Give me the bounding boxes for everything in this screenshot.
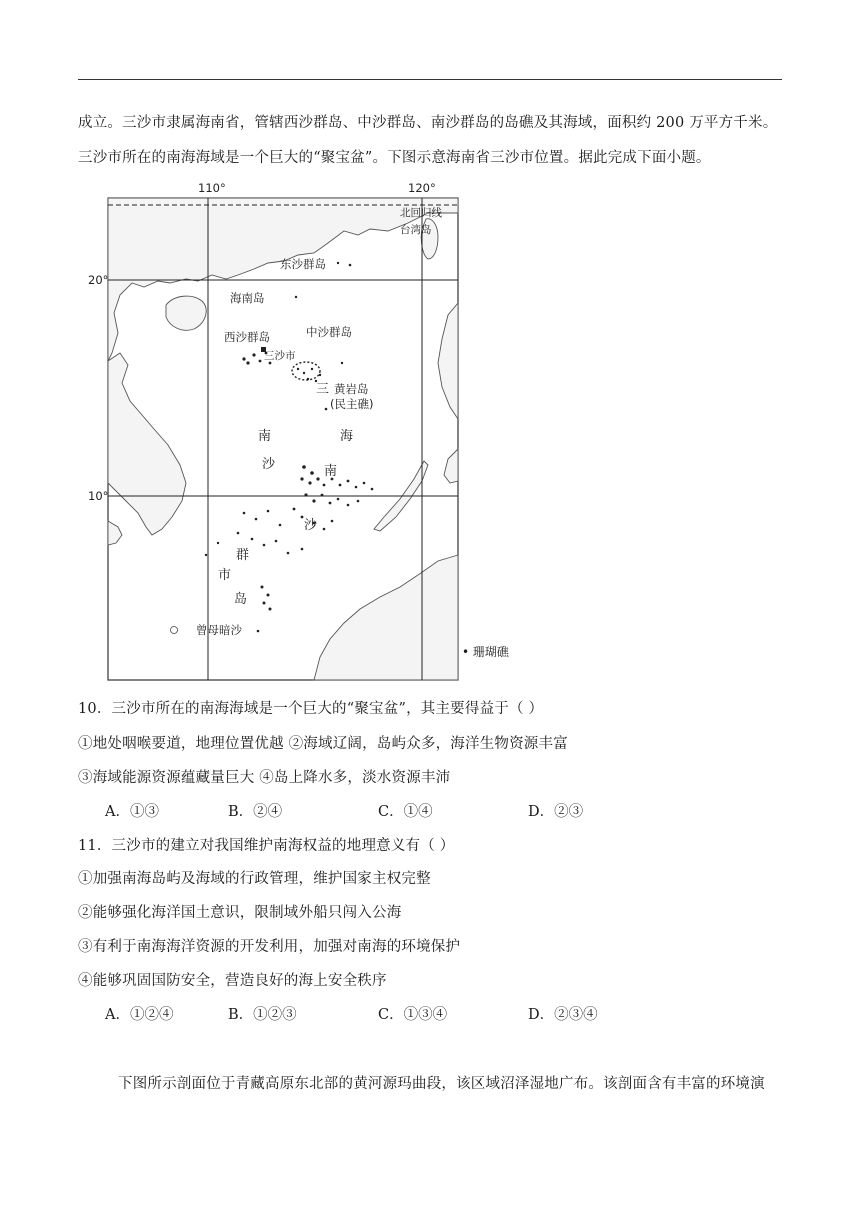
q11-option-d[interactable]: D．②③④ — [528, 1007, 598, 1023]
xisha-label: 西沙群岛 — [224, 330, 270, 344]
q11-option-c[interactable]: C．①③④ — [378, 1007, 448, 1023]
q10-option-b[interactable]: B．②④ — [228, 804, 283, 820]
q11-statement-4: ④能够巩固国防安全，营造良好的海上安全秩序 — [78, 973, 387, 989]
dongsha-label: 东沙群岛 — [280, 257, 326, 271]
intro-line-1: 成立。三沙市隶属海南省，管辖西沙群岛、中沙群岛、南沙群岛的岛礁及其海域，面积约 200 万平方千米。 — [78, 115, 778, 131]
q10-option-a[interactable]: A．①③ — [105, 804, 159, 820]
hai-label: 海 — [340, 429, 354, 444]
q10-statements-3-4: ③海域能源资源蕴藏量巨大 ④岛上降水多，淡水资源丰沛 — [78, 770, 451, 786]
map-legend — [462, 643, 509, 660]
san-label: 三 — [316, 382, 330, 397]
q10-option-c[interactable]: C．①④ — [378, 804, 433, 820]
zhongsha-label: 中沙群岛 — [306, 325, 352, 339]
sansha-city-label: 三沙市 — [264, 350, 296, 362]
q11-statement-3: ③有利于南海海洋资源的开发利用，加强对南海的环境保护 — [78, 939, 461, 955]
dao-label: 岛 — [234, 592, 248, 607]
tropic-label: 北回归线 — [400, 207, 442, 219]
hainan-island — [166, 296, 206, 330]
shi-label: 市 — [218, 568, 232, 583]
nan-label: 南 — [258, 429, 272, 444]
next-passage-line: 下图所示剖面位于青藏高原东北部的黄河源玛曲段，该区域沼泽湿地广布。该剖面含有丰富的环境演 — [118, 1076, 765, 1092]
hainan-label: 海南岛 — [230, 291, 265, 305]
intro-line-2: 三沙市所在的南海海域是一个巨大的“聚宝盆”。下图示意海南省三沙市位置。据此完成下面小题。 — [78, 150, 711, 166]
lon-120-label: 120° — [408, 181, 436, 195]
q10-options — [105, 800, 583, 821]
minzhu-label: (民主礁) — [330, 397, 374, 411]
sansha-location-map — [88, 181, 458, 681]
q10-stem: 10．三沙市所在的南海海域是一个巨大的“聚宝盆”，其主要得益于（ ） — [78, 701, 544, 717]
q11-stem: 11．三沙市的建立对我国维护南海权益的地理意义有（ ） — [78, 838, 455, 854]
q11-statement-1: ①加强南海岛屿及海域的行政管理，维护国家主权完整 — [78, 871, 431, 887]
zengmu-label: 曾母暗沙 — [196, 623, 242, 637]
q11-option-a[interactable]: A．①②④ — [105, 1007, 174, 1023]
coral-reef-legend-label: 珊瑚礁 — [472, 645, 509, 659]
nan2-label: 南 — [324, 464, 338, 479]
sha2-label: 沙 — [304, 518, 318, 533]
taiwan-label: 台湾岛 — [400, 224, 432, 236]
lat-20-label: 20° — [88, 273, 109, 287]
q11-option-b[interactable]: B．①②③ — [228, 1007, 297, 1023]
huangyan-label: 黄岩岛 — [334, 382, 369, 396]
q10-option-d[interactable]: D．②③ — [528, 804, 584, 820]
lon-110-label: 110° — [198, 181, 226, 195]
q11-options — [105, 1003, 598, 1024]
header-rule — [78, 79, 782, 80]
q11-statement-2: ②能够强化海洋国土意识，限制域外船只闯入公海 — [78, 905, 402, 921]
qun-label: 群 — [236, 548, 250, 563]
coral-reef-legend-dot: • — [462, 645, 470, 659]
lat-10-label: 10° — [88, 489, 109, 503]
q10-statements-1-2: ①地处咽喉要道，地理位置优越 ②海域辽阔，岛屿众多，海洋生物资源丰富 — [78, 736, 568, 752]
sha-label: 沙 — [262, 457, 276, 472]
